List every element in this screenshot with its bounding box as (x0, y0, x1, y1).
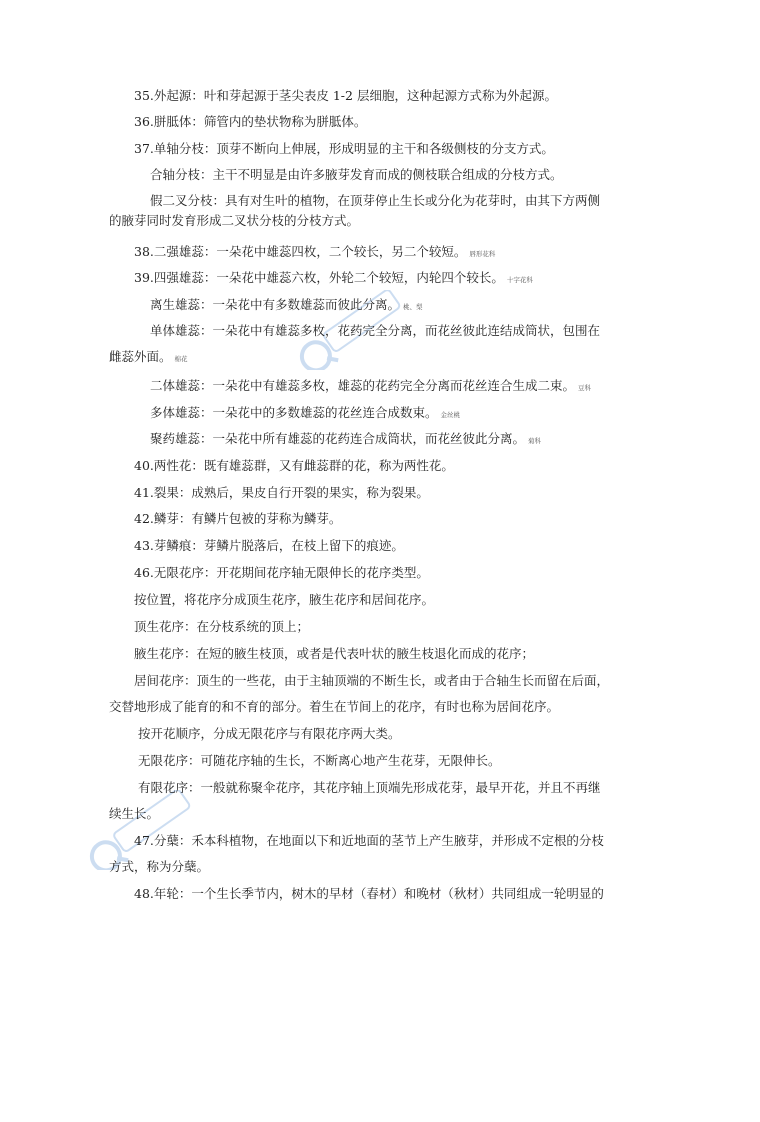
text-line: 按位置，将花序分成顶生花序，腋生花序和居间花序。 (134, 592, 435, 607)
text-line: 43.芽鳞痕：芽鳞片脱落后，在枝上留下的痕迹。 (134, 538, 404, 553)
definition-text: 雌蕊外面。 (109, 349, 172, 364)
text-line: 42.鳞芽：有鳞片包被的芽称为鳞芽。 (134, 511, 342, 526)
example-note: 桃、梨 (403, 303, 423, 311)
text-line: 36.胼胝体：筛管内的垫状物称为胼胝体。 (134, 114, 367, 129)
text-line: 48.年轮：一个生长季节内，树木的早材（春材）和晚材（秋材）共同组成一轮明显的 (134, 886, 604, 901)
text-line: 40.两性花：既有雄蕊群，又有雌蕊群的花，称为两性花。 (134, 458, 454, 473)
definition-text: 二体雄蕊：一朵花中有雄蕊多枚，雄蕊的花药完全分离而花丝连合生成二束。 (150, 378, 576, 393)
definition-text: 38.二强雄蕊：一朵花中雄蕊四枚，二个较长，另二个较短。 (134, 244, 467, 259)
text-line: 47.分蘖：禾本科植物，在地面以下和近地面的茎节上产生腋芽，并形成不定根的分枝 (134, 833, 604, 848)
text-line: 按开花顺序，分成无限花序与有限花序两大类。 (138, 726, 401, 741)
text-line: 合轴分枝：主干不明显是由许多腋芽发育而成的侧枝联合组成的分枝方式。 (150, 167, 563, 182)
example-note: 豆科 (578, 384, 592, 392)
definition-text: 多体雄蕊：一朵花中的多数雄蕊的花丝连合成数束。 (150, 405, 438, 420)
text-line: 方式，称为分蘖。 (109, 859, 210, 874)
text-line: 46.无限花序：开花期间花序轴无限伸长的花序类型。 (134, 565, 429, 580)
text-line: 有限花序：一般就称聚伞花序，其花序轴上顶端先形成花芽，最早开花，并且不再继 (138, 780, 601, 795)
text-line (134, 269, 533, 289)
example-note: 金丝桃 (440, 411, 461, 419)
example-note: 唇形花科 (469, 250, 496, 258)
text-line (134, 243, 495, 263)
text-line: 续生长。 (109, 806, 160, 821)
text-line (150, 296, 423, 316)
text-line: 37.单轴分枝：顶芽不断向上伸展，形成明显的主干和各级侧枝的分支方式。 (134, 141, 554, 156)
example-note: 棉花 (174, 355, 188, 363)
example-note: 十字花科 (506, 276, 533, 284)
text-line: 41.裂果：成熟后，果皮自行开裂的果实，称为裂果。 (134, 485, 429, 500)
text-line (109, 348, 188, 368)
definition-text: 39.四强雄蕊：一朵花中雄蕊六枚，外轮二个较短，内轮四个较长。 (134, 270, 504, 285)
text-line (150, 377, 591, 397)
text-line: 假二叉分枝：具有对生叶的植物，在顶芽停止生长或分化为花芽时，由其下方两侧 (150, 193, 601, 208)
text-line (150, 430, 541, 450)
definition-text: 聚药雄蕊：一朵花中所有雄蕊的花药连合成筒状，而花丝彼此分离。 (150, 431, 526, 446)
text-line: 居间花序：顶生的一些花，由于主轴顶端的不断生长，或者由于合轴生长而留在后面， (134, 673, 610, 688)
text-line: 腋生花序：在短的腋生枝顶，或者是代表叶状的腋生枝退化而成的花序； (134, 646, 535, 661)
text-line: 单体雄蕊：一朵花中有雄蕊多枚，花药完全分离，而花丝彼此连结成筒状，包围在 (150, 323, 601, 338)
text-line: 无限花序：可随花序轴的生长，不断离心地产生花芽，无限伸长。 (138, 753, 501, 768)
text-line: 顶生花序：在分枝系统的顶上； (134, 619, 310, 634)
definition-text: 离生雄蕊：一朵花中有多数雄蕊而彼此分离。 (150, 297, 401, 312)
text-line: 交替地形成了能育的和不育的部分。着生在节间上的花序，有时也称为居间花序。 (109, 699, 560, 714)
text-line: 的腋芽同时发育形成二叉状分枝的分枝方式。 (109, 213, 360, 228)
text-line: 35.外起源：叶和芽起源于茎尖表皮 1-2 层细胞，这种起源方式称为外起源。 (134, 88, 557, 103)
example-note: 菊科 (528, 437, 542, 445)
text-line (150, 404, 460, 424)
